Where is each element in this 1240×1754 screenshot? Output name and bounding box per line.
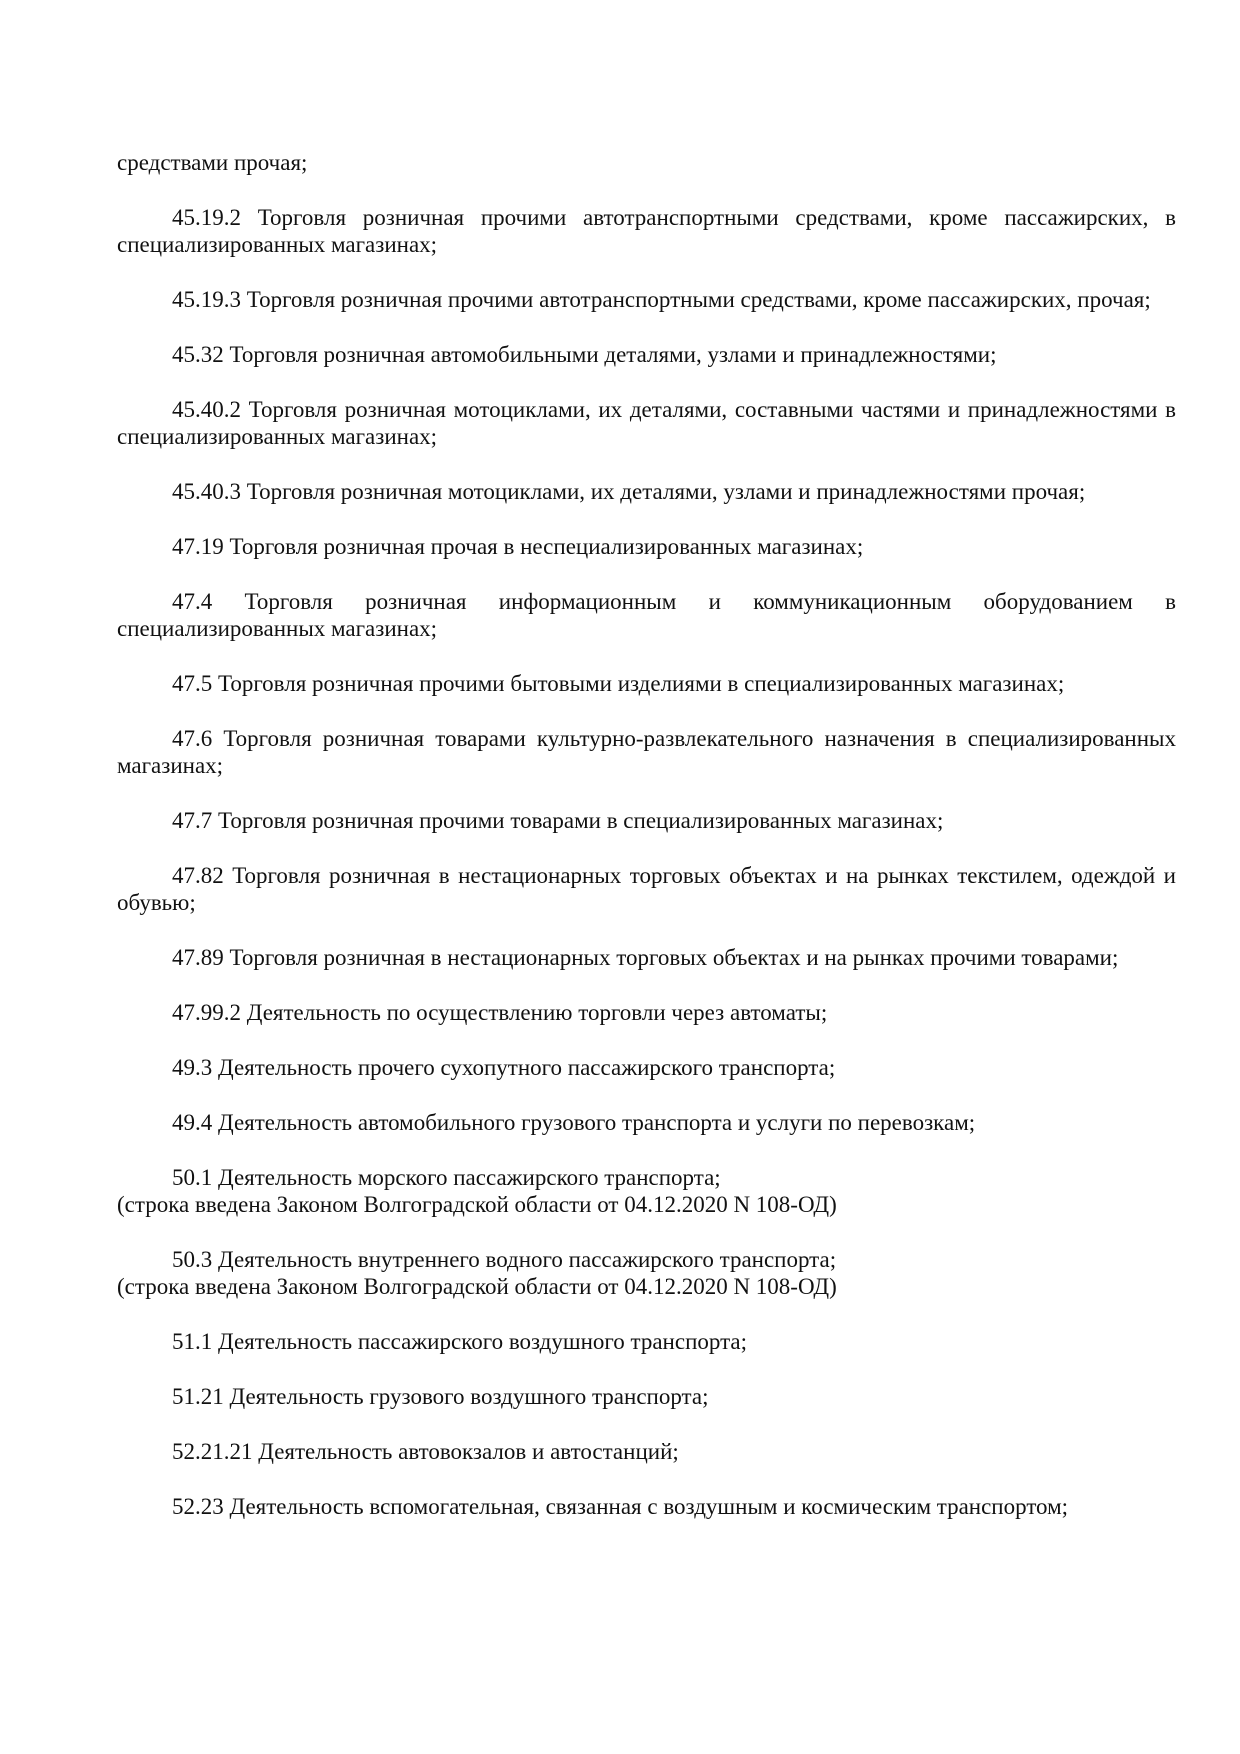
activity-text: 51.1 Деятельность пассажирского воздушного транспорта;	[172, 1329, 748, 1354]
activity-text: 47.6 Торговля розничная товарами культурно-развлекательного назначения в специализированных магазинах;	[117, 726, 1176, 778]
activity-text: 52.21.21 Деятельность автовокзалов и автостанций;	[172, 1439, 679, 1464]
activity-entry	[117, 1493, 1176, 1520]
activity-text: 45.32 Торговля розничная автомобильными деталями, узлами и принадлежностями;	[172, 342, 997, 367]
activity-entry	[117, 1164, 1176, 1218]
activity-text: 47.89 Торговля розничная в нестационарных торговых объектах и на рынках прочими товарами;	[172, 945, 1119, 970]
activity-entry	[117, 588, 1176, 642]
activity-text: 45.40.2 Торговля розничная мотоциклами, их деталями, составными частями и принадлежностями в специализированных магазинах;	[117, 397, 1176, 449]
activity-entry	[117, 670, 1176, 697]
activity-entry	[117, 1438, 1176, 1465]
activity-text: 45.40.3 Торговля розничная мотоциклами, их деталями, узлами и принадлежностями прочая;	[172, 479, 1086, 504]
activity-entry	[117, 1109, 1176, 1136]
amendment-note: (строка введена Законом Волгоградской области от 04.12.2020 N 108-ОД)	[117, 1192, 837, 1217]
activity-entry	[117, 944, 1176, 971]
activity-list	[117, 204, 1176, 1520]
activity-entry	[117, 725, 1176, 779]
activity-text: 47.5 Торговля розничная прочими бытовыми изделиями в специализированных магазинах;	[172, 671, 1065, 696]
activity-text: 47.99.2 Деятельность по осуществлению торговли через автоматы;	[172, 1000, 828, 1025]
activity-text: 47.7 Торговля розничная прочими товарами в специализированных магазинах;	[172, 808, 944, 833]
activity-text: 49.4 Деятельность автомобильного грузового транспорта и услуги по перевозкам;	[172, 1110, 976, 1135]
activity-entry	[117, 807, 1176, 834]
activity-text: 52.23 Деятельность вспомогательная, связанная с воздушным и космическим транспортом;	[172, 1494, 1069, 1519]
amendment-note: (строка введена Законом Волгоградской области от 04.12.2020 N 108-ОД)	[117, 1274, 837, 1299]
activity-text: 47.19 Торговля розничная прочая в неспециализированных магазинах;	[172, 534, 864, 559]
continuation-paragraph: средствами прочая;	[117, 150, 308, 175]
activity-text: 45.19.2 Торговля розничная прочими автотранспортными средствами, кроме пассажирских, в специализированных магазинах;	[117, 205, 1176, 257]
activity-entry	[117, 533, 1176, 560]
activity-text: 51.21 Деятельность грузового воздушного транспорта;	[172, 1384, 709, 1409]
activity-entry	[117, 1246, 1176, 1300]
activity-text: 47.4 Торговля розничная информационным и коммуникационным оборудованием в специализированных магазинах;	[117, 589, 1176, 641]
activity-entry	[117, 1328, 1176, 1355]
activity-entry	[117, 286, 1176, 313]
activity-entry	[117, 1383, 1176, 1410]
activity-entry	[117, 396, 1176, 450]
activity-entry	[117, 478, 1176, 505]
activity-entry	[117, 204, 1176, 258]
activity-entry	[117, 341, 1176, 368]
activity-text: 45.19.3 Торговля розничная прочими автотранспортными средствами, кроме пассажирских, прочая;	[172, 287, 1151, 312]
activity-entry	[117, 862, 1176, 916]
activity-text: 49.3 Деятельность прочего сухопутного пассажирского транспорта;	[172, 1055, 836, 1080]
activity-entry	[117, 1054, 1176, 1081]
activity-text: 50.1 Деятельность морского пассажирского транспорта;	[172, 1165, 721, 1190]
activity-entry	[117, 999, 1176, 1026]
activity-text: 50.3 Деятельность внутреннего водного пассажирского транспорта;	[172, 1247, 837, 1272]
activity-text: 47.82 Торговля розничная в нестационарных торговых объектах и на рынках текстилем, одеждой и обувью;	[117, 863, 1176, 915]
